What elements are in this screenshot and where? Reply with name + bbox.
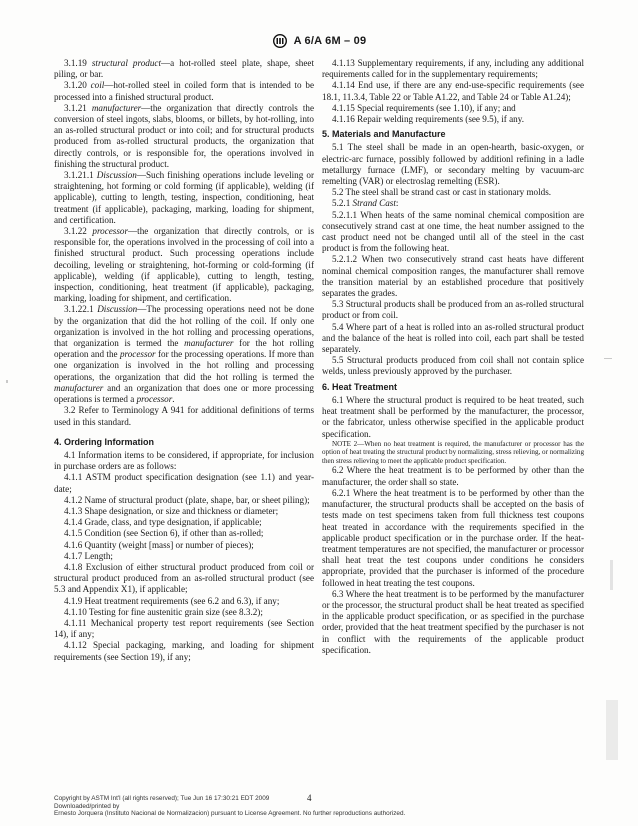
para-5-5: 5.5 Structural products produced from coil shall not contain splice welds, unless previously approved by the purchaser.: [322, 355, 584, 377]
copyright-footer: [54, 795, 474, 818]
scan-mark: [6, 380, 8, 383]
para-4-1: 4.1 Information items to be considered, if appropriate, for inclusion in purchase orders are as follows:: [54, 449, 314, 472]
para-4-1-16: 4.1.16 Repair welding requirements (see 9.5), if any.: [332, 114, 524, 125]
para-3-1-22: 3.1.22 processor—the organization that directly controls, or is responsible for, the operations involved in the processing of coil into a finished structural product. Such processing operations include decoiling, leveling or straightening, hot-forming or cold-forming (if applicable), welding (if applicable), cutting to length, testing, inspection, conditioning, heat treatment (if applicable), packaging, marking, loading for shipment, and certification.: [54, 226, 315, 304]
para-5-2: 5.2 The steel shall be strand cast or cast in stationary molds.: [332, 187, 552, 198]
designation: A 6/A 6M – 09: [293, 34, 367, 47]
section-heading-4: 4. Ordering Information: [54, 436, 155, 447]
page-number: 4: [307, 793, 312, 803]
para-5-2-1-1: 5.2.1.1 When heats of the same nominal chemical composition are consecutively strand cast at one time, the heat number assigned to the cast product need not be changed until all of the steel in the cast product is from the following heat.: [322, 209, 584, 254]
para-4-1-3: 4.1.3 Shape designation, or size and thickness or diameter;: [64, 505, 279, 516]
para-4-1-8: 4.1.8 Exclusion of either structural product produced from coil or structural product produced from an as-rolled structural product (see 5.3 and Appendix X1), if applicable;: [54, 561, 314, 595]
note-2: NOTE 2—When no heat treatment is required, the manufacturer or processor has the option of heat treating the structural product by normalizing, stress relieving, or normalizing then stress relieving to meet the applicable product specification.: [322, 439, 585, 465]
para-5-4: 5.4 Where part of a heat is rolled into an as-rolled structural product and the balance of the heat is rolled into coil, each part shall be tested separately.: [322, 321, 584, 355]
left-column: [54, 58, 314, 663]
para-4-1-13: 4.1.13 Supplementary requirements, if any, including any additional requirements called for in the supplementary requirements;: [322, 58, 584, 80]
footer-line-license: Ernesto Jorquera (Instituto Nacional de Normalizacion) pursuant to License Agreement. No further reproductions authorized.: [54, 810, 406, 818]
para-6-2: 6.2 Where the heat treatment is to be performed by other than the manufacturer, the order shall so state.: [322, 465, 584, 487]
para-3-2: 3.2 Refer to Terminology A 941 for additional definitions of terms used in this standard.: [54, 405, 314, 427]
para-4-1-15: 4.1.15 Special requirements (see 1.10), if any; and: [332, 102, 516, 113]
para-5-1: 5.1 The steel shall be made in an open-hearth, basic-oxygen, or electric-arc furnace, possibly followed by additionl refining in a ladle metallurgy furnace (LMF), or secondary melting by vacuum-arc remelting (VAR) or electroslag remelting (ESR).: [322, 142, 584, 187]
scan-mark: [610, 560, 613, 590]
para-4-1-14: 4.1.14 End use, if there are any end-use-specific requirements (see 18.1, 11.3.4, Table 22 or Table A1.22, and Table 24 or Table A1.24);: [322, 80, 584, 102]
footer-line-downloaded: Downloaded/printed by: [54, 802, 120, 810]
para-5-3: 5.3 Structural products shall be produced from an as-rolled structural product or from coil.: [322, 299, 584, 321]
para-4-1-1: 4.1.1 ASTM product specification designation (see 1.1) and year-date;: [54, 472, 314, 494]
scan-mark: [606, 700, 618, 760]
para-4-1-5: 4.1.5 Condition (see Section 6), if other than as-rolled;: [64, 528, 264, 539]
para-6-2-1: 6.2.1 Where the heat treatment is to be performed by other than the manufacturer, the structural products shall be accepted on the basis of tests made on test specimens taken from full thickness test coupons heat treated in accordance with the requirements specified in the applicable product specification or in the purchase order. If the heat-treatment temperatures are not specified, the manufacturer or processor shall heat treat the test coupons under conditions he considers appropriate, provided that the purchaser is informed of the procedure followed in heat treating the test coupons.: [322, 487, 584, 588]
page-header: [0, 34, 638, 48]
para-4-1-4: 4.1.4 Grade, class, and type designation, if applicable;: [64, 517, 262, 528]
para-5-2-1: 5.2.1 Strand Cast:: [332, 198, 399, 209]
right-column: [322, 58, 584, 656]
para-4-1-12: 4.1.12 Special packaging, marking, and loading for shipment requirements (see Section 19), if any;: [54, 640, 314, 662]
para-4-1-10: 4.1.10 Testing for fine austenitic grain size (see 8.3.2);: [64, 606, 263, 617]
para-3-1-20: 3.1.20 coil—hot-rolled steel in coiled form that is intended to be processed into a finished structural product.: [54, 80, 314, 102]
para-6-1: 6.1 Where the structural product is required to be heat treated, such heat treatment shall be performed by the manufacturer, the processor, or the fabricator, unless otherwise specified in the applicable product specification.: [322, 394, 584, 439]
scan-mark: [604, 358, 612, 359]
astm-logo-icon: [272, 34, 288, 48]
para-4-1-6: 4.1.6 Quantity (weight [mass] or number of pieces);: [64, 539, 254, 550]
para-5-2-1-2: 5.2.1.2 When two consecutively strand cast heats have different nominal chemical composition ranges, the manufacturer shall remove the transition material by an established procedure that positively separates the grades.: [322, 254, 584, 299]
para-4-1-7: 4.1.7 Length;: [64, 550, 113, 561]
para-4-1-2: 4.1.2 Name of structural product (plate, shape, bar, or sheet piling);: [64, 494, 310, 505]
para-3-1-19: 3.1.19 structural product—a hot-rolled steel plate, shape, sheet piling, or bar.: [54, 58, 314, 80]
para-3-1-21: 3.1.21 manufacturer—the organization that directly controls the conversion of steel ingots, slabs, blooms, or billets, by hot-rolling, into an as-rolled structural product or into coil; and for structural products produced from as-rolled structural products, the organization that directly controls, or is responsible for, the operations involved in finishing the structural product.: [54, 102, 314, 169]
para-6-3: 6.3 Where the heat treatment is to be performed by the manufacturer or the processor, the structural product shall be heat treated as specified in the applicable product specification, or as specified in the purchase order, provided that the heat treatment specified by the purchaser is not in conflict with the requirements of the applicable product specification.: [322, 588, 584, 655]
para-3-1-21-1: 3.1.21.1 Discussion—Such finishing operations include leveling or straightening, hot forming or cold forming (if applicable), welding (if applicable), cutting to length, testing, inspection, conditioning, heat treatment (if applicable), packaging, marking, loading for shipment, and certification.: [54, 170, 315, 225]
section-heading-6: 6. Heat Treatment: [322, 381, 398, 392]
section-heading-5: 5. Materials and Manufacture: [322, 129, 446, 140]
footer-line-copyright: Copyright by ASTM Int'l (all rights reserved); Tue Jun 16 17:30:21 EDT 2009: [54, 795, 270, 802]
para-4-1-9: 4.1.9 Heat treatment requirements (see 6.2 and 6.3), if any;: [64, 595, 280, 606]
para-4-1-11: 4.1.11 Mechanical property test report requirements (see Section 14), if any;: [54, 617, 314, 640]
para-3-1-22-1: 3.1.22.1 Discussion—The processing operations need not be done by the organization that did the hot rolling of the coil. If only one organization is involved in the hot rolling and processing operations, that organization is termed the manufacturer for the hot rolling operation and the processor for the processing operations. If more than one organization is involved in the hot rolling and processing operations, the organization that did the hot rolling is termed the manufacturer and an organization that does one or more processing operations is termed a processor.: [54, 304, 314, 405]
